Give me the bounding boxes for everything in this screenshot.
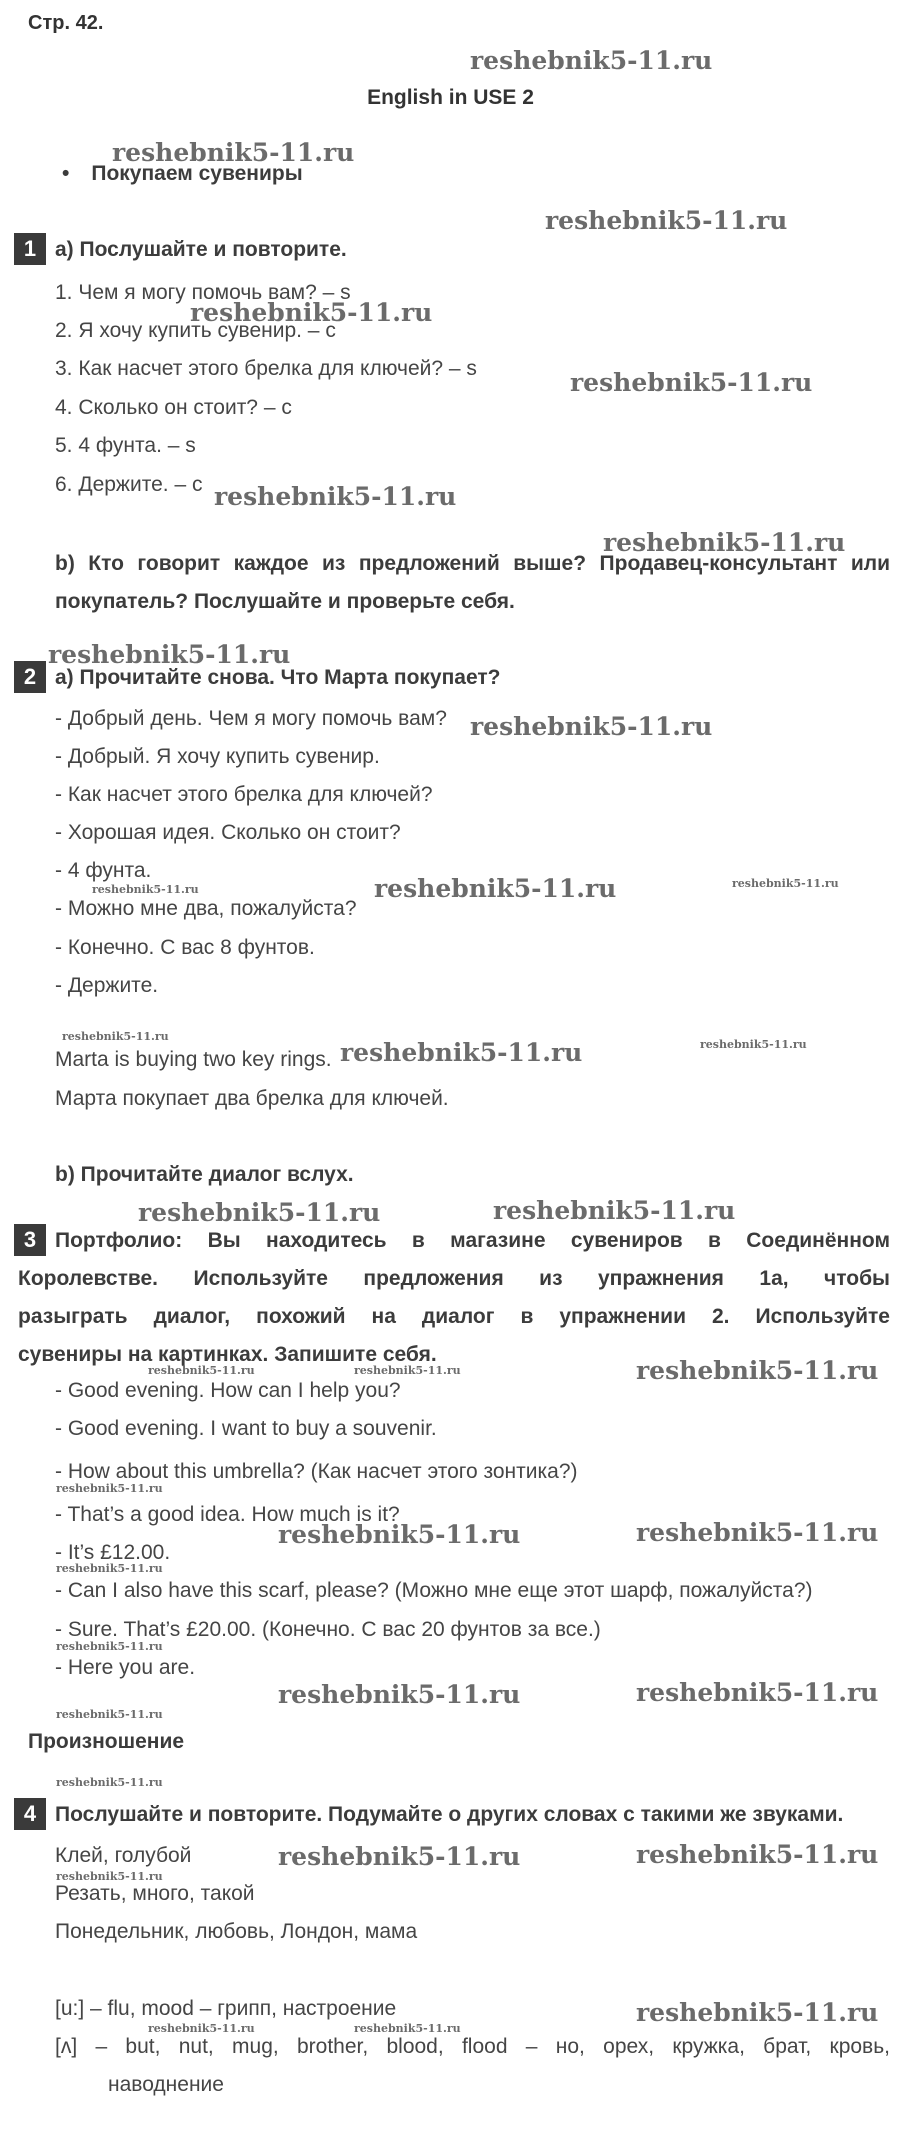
watermark: reshebnik5-11.ru bbox=[56, 1870, 163, 1883]
list-item: 6. Держите. – с bbox=[55, 473, 203, 496]
dialog-line: - Добрый день. Чем я могу помочь вам? bbox=[55, 707, 447, 730]
word-line: Понедельник, любовь, Лондон, мама bbox=[55, 1920, 418, 1943]
list-item: 1. Чем я могу помочь вам? – s bbox=[55, 281, 351, 304]
dialog-line: - Как насчет этого брелка для ключей? bbox=[55, 783, 433, 806]
sound-line: наводнение bbox=[108, 2073, 224, 2096]
answer-english: Marta is buying two key rings. bbox=[55, 1048, 332, 1071]
dialog-line: - Добрый. Я хочу купить сувенир. bbox=[55, 745, 380, 768]
watermark: reshebnik5-11.ru bbox=[148, 2022, 255, 2035]
exercise-3-task-line: Королевстве. Используйте предложения из упражнения 1a, чтобы bbox=[18, 1267, 890, 1290]
pronunciation-heading: Произношение bbox=[28, 1730, 185, 1753]
watermark: reshebnik5-11.ru bbox=[48, 640, 291, 669]
watermark: reshebnik5-11.ru bbox=[278, 1842, 521, 1871]
exercise-3-task-line: разыграть диалог, похожий на диалог в упражнении 2. Используйте bbox=[18, 1305, 890, 1328]
watermark: reshebnik5-11.ru bbox=[138, 1198, 381, 1227]
dialog-line: - Here you are. bbox=[55, 1656, 196, 1679]
exercise-2b-title: b) Прочитайте диалог вслух. bbox=[55, 1163, 354, 1186]
watermark: reshebnik5-11.ru bbox=[354, 1364, 461, 1377]
dialog-line: - Sure. That’s £20.00. (Конечно. С вас 20 фунтов за все.) bbox=[55, 1618, 601, 1641]
sound-line: [ʌ] – but, nut, mug, brother, blood, flood – но, орех, кружка, брат, кровь, bbox=[55, 2035, 890, 2058]
page-title: English in USE 2 bbox=[367, 86, 534, 109]
exercise-number: 2 bbox=[14, 661, 46, 693]
watermark: reshebnik5-11.ru bbox=[92, 883, 199, 896]
watermark: reshebnik5-11.ru bbox=[603, 528, 846, 557]
dialog-line: - Хорошая идея. Сколько он стоит? bbox=[55, 821, 401, 844]
watermark: reshebnik5-11.ru bbox=[278, 1680, 521, 1709]
word-line: Клей, голубой bbox=[55, 1844, 192, 1867]
watermark: reshebnik5-11.ru bbox=[112, 138, 355, 167]
exercise-4-task: Послушайте и повторите. Подумайте о других словах с такими же звуками. bbox=[55, 1803, 844, 1826]
watermark: reshebnik5-11.ru bbox=[56, 1562, 163, 1575]
watermark: reshebnik5-11.ru bbox=[190, 298, 433, 327]
bullet-icon: • bbox=[62, 162, 70, 185]
watermark: reshebnik5-11.ru bbox=[214, 482, 457, 511]
word-line: Резать, много, такой bbox=[55, 1882, 255, 1905]
watermark: reshebnik5-11.ru bbox=[636, 1998, 879, 2027]
watermark: reshebnik5-11.ru bbox=[470, 712, 713, 741]
watermark: reshebnik5-11.ru bbox=[354, 2022, 461, 2035]
dialog-line: - Конечно. С вас 8 фунтов. bbox=[55, 936, 315, 959]
dialog-line: - 4 фунта. bbox=[55, 859, 152, 882]
dialog-line: - Can I also have this scarf, please? (Можно мне еще этот шарф, пожалуйста?) bbox=[55, 1579, 813, 1602]
watermark: reshebnik5-11.ru bbox=[56, 1482, 163, 1495]
watermark: reshebnik5-11.ru bbox=[56, 1776, 163, 1789]
answer-russian: Марта покупает два брелка для ключей. bbox=[55, 1087, 449, 1110]
watermark: reshebnik5-11.ru bbox=[56, 1640, 163, 1653]
watermark: reshebnik5-11.ru bbox=[56, 1708, 163, 1721]
watermark: reshebnik5-11.ru bbox=[700, 1038, 807, 1051]
watermark: reshebnik5-11.ru bbox=[340, 1038, 583, 1067]
dialog-line: - That’s a good idea. How much is it? bbox=[55, 1503, 400, 1526]
watermark: reshebnik5-11.ru bbox=[470, 46, 713, 75]
page-label: Стр. 42. bbox=[28, 12, 104, 34]
exercise-3-task-line: Портфолио: Вы находитесь в магазине сувениров в Соединённом bbox=[55, 1229, 890, 1252]
list-item: 2. Я хочу купить сувенир. – с bbox=[55, 319, 336, 342]
watermark: reshebnik5-11.ru bbox=[636, 1356, 879, 1385]
sound-line: [u:] – flu, mood – грипп, настроение bbox=[55, 1997, 397, 2020]
dialog-line: - It’s £12.00. bbox=[55, 1541, 171, 1564]
watermark: reshebnik5-11.ru bbox=[278, 1520, 521, 1549]
dialog-line: - Good evening. How can I help you? bbox=[55, 1379, 401, 1402]
dialog-line: - Good evening. I want to buy a souvenir. bbox=[55, 1417, 437, 1440]
list-item: 4. Сколько он стоит? – с bbox=[55, 396, 292, 419]
dialog-line: - Держите. bbox=[55, 974, 159, 997]
watermark: reshebnik5-11.ru bbox=[570, 368, 813, 397]
watermark: reshebnik5-11.ru bbox=[732, 877, 839, 890]
list-item: 5. 4 фунта. – s bbox=[55, 434, 196, 457]
watermark: reshebnik5-11.ru bbox=[62, 1030, 169, 1043]
watermark: reshebnik5-11.ru bbox=[636, 1840, 879, 1869]
exercise-3-task-line: сувениры на картинках. Запишите себя. bbox=[18, 1343, 437, 1366]
exercise-1b-line: покупатель? Послушайте и проверьте себя. bbox=[55, 590, 515, 613]
watermark: reshebnik5-11.ru bbox=[636, 1678, 879, 1707]
exercise-2a-title: a) Прочитайте снова. Что Марта покупает? bbox=[55, 666, 501, 689]
exercise-1a-title: a) Послушайте и повторите. bbox=[55, 238, 347, 261]
list-item: 3. Как насчет этого брелка для ключей? – s bbox=[55, 357, 477, 380]
dialog-line: - How about this umbrella? (Как насчет этого зонтика?) bbox=[55, 1460, 578, 1483]
watermark: reshebnik5-11.ru bbox=[493, 1196, 736, 1225]
section-bullet-text: Покупаем сувениры bbox=[91, 162, 303, 185]
watermark: reshebnik5-11.ru bbox=[545, 206, 788, 235]
exercise-number: 1 bbox=[14, 233, 46, 265]
exercise-number: 3 bbox=[14, 1224, 46, 1256]
watermark: reshebnik5-11.ru bbox=[636, 1518, 879, 1547]
exercise-1b-line: b) Кто говорит каждое из предложений выше? Продавец-консультант или bbox=[55, 552, 890, 575]
watermark: reshebnik5-11.ru bbox=[374, 874, 617, 903]
dialog-line: - Можно мне два, пожалуйста? bbox=[55, 897, 357, 920]
exercise-number: 4 bbox=[14, 1798, 46, 1830]
watermark: reshebnik5-11.ru bbox=[148, 1364, 255, 1377]
